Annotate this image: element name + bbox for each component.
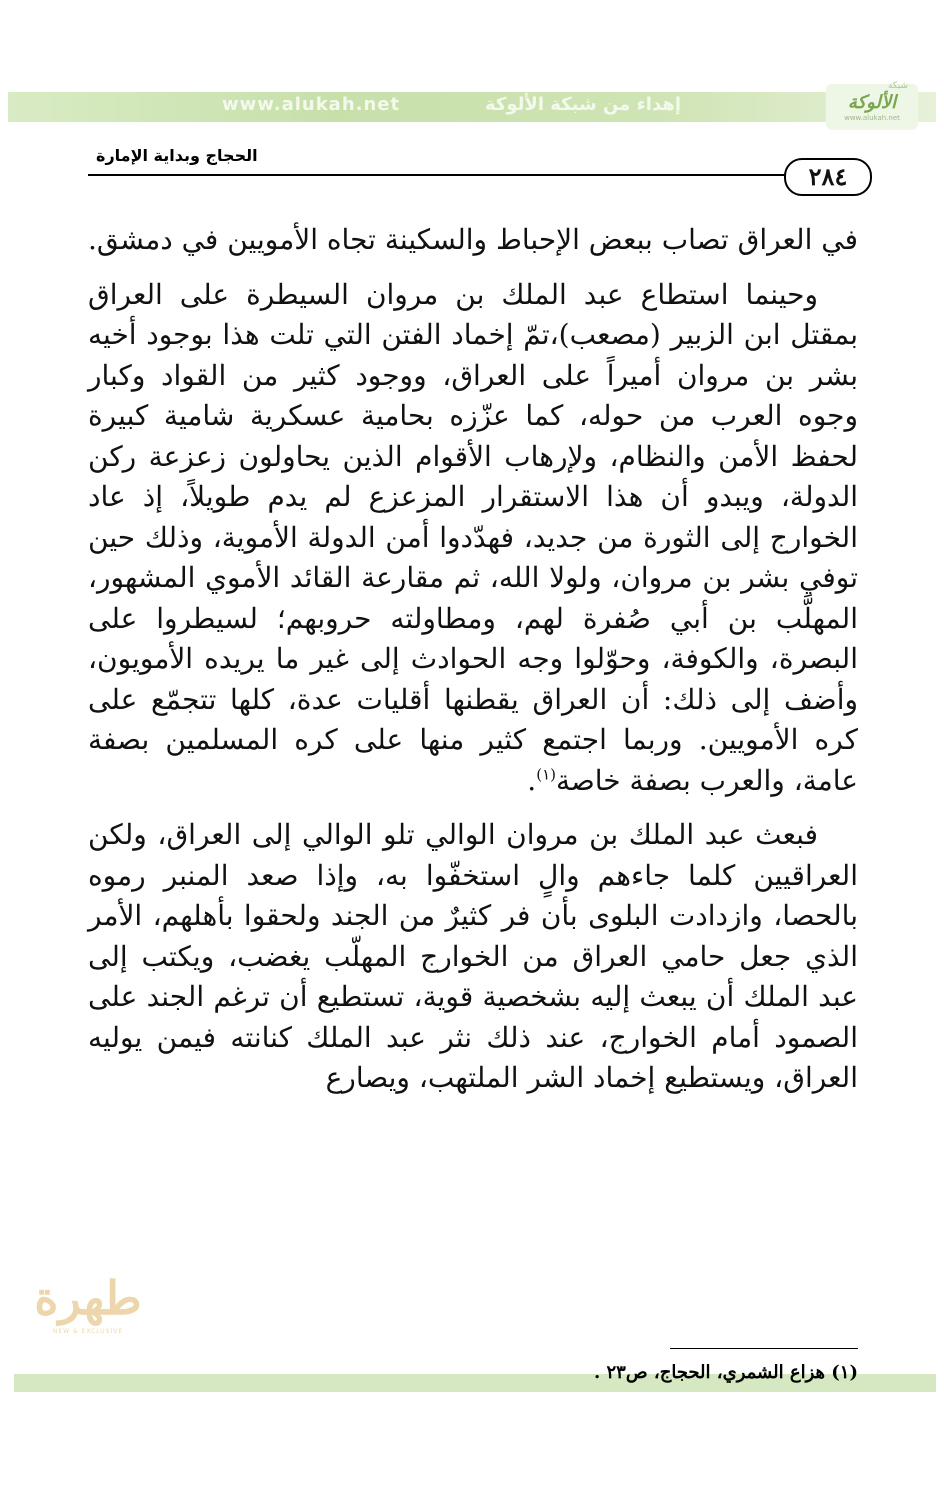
logo-sub-text: www.alukah.net: [844, 114, 900, 122]
paragraph-1: في العراق تصاب ببعض الإحباط والسكينة تجاه الأمويين في دمشق.: [88, 223, 858, 256]
body-text: [88, 220, 858, 1099]
banner-gift-text: إهداء من شبكة الألوكة: [485, 94, 681, 115]
watermark-logo: [30, 1268, 146, 1364]
paragraph-2-end: .: [527, 763, 537, 797]
logo-text: الألوكة: [847, 92, 897, 113]
running-header-title: الحجاج وبداية الإمارة: [96, 146, 258, 165]
footnote: (١) هزاع الشمري، الحجاج، ص٢٣ .: [593, 1362, 858, 1383]
paragraph-3: فبعث عبد الملك بن مروان الوالي تلو الوالي إلى العراق، ولكن العراقيين كلما جاءهم والٍ استخفّوا به، وإذا صعد المنبر رموه بالحصا، وازدادت البلوى بأن فر كثيرٌ من الجند ولحقوا بأهلهم، الأمر الذي جعل حامي العراق من الخوارج المهلّب يغضب، ويكتب إلى عبد الملك أن يبعث إليه بشخصية قوية، تستطيع أن ترغم الجند على الصمود أمام الخوارج، عند ذلك نثر عبد الملك كنانته فيمن يوليه العراق، ويستطيع إخماد الشر الملتهب، ويصارع: [88, 818, 858, 1094]
page-number: ٢٨٤: [784, 158, 872, 196]
footnote-separator: [670, 1348, 858, 1349]
logo-top-text: شبكة: [887, 81, 908, 91]
alukah-logo: [826, 81, 918, 130]
banner-url: www.alukah.net: [222, 94, 401, 115]
watermark-text: طهرة: [34, 1271, 142, 1325]
paragraph-2-text: وحينما استطاع عبد الملك بن مروان السيطرة على العراق بمقتل ابن الزبير (مصعب)،تمّ إخماد الفتن التي تلت هذا بوجود أخيه بشر بن مروان أميراً على العراق، ووجود كثير من القواد وكبار وجوه العرب من حوله، كما عزّزه بحامية عسكرية شامية كبيرة لحفظ الأمن والنظام، ولإرهاب الأقوام الذين يحاولون زعزعة ركن الدولة، ويبدو أن هذا الاستقرار المزعزع لم يدم طويلاً، إذ عاد الخوارج إلى الثورة من جديد، فهدّدوا أمن الدولة الأموية، وذلك حين توفي بشر بن مروان، ولولا الله، ثم مقارعة القائد الأموي المشهور، المهلَّب بن أبي صُفرة لهم، ومطاولته حروبهم؛ لسيطروا على البصرة، والكوفة، وحوّلوا وجه الحوادث إلى غير ما يريده الأمويون، وأضف إلى ذلك: أن العراق يقطنها أقليات عدة، كلها تتجمّع على كره الأمويين. وربما اجتمع كثير منها على كره المسلمين بصفة عامة، والعرب بصفة خاصة: [88, 277, 858, 797]
watermark-sub: NEW & EXCLUSIVE: [52, 1328, 124, 1335]
paragraph-2: [88, 275, 858, 802]
header-rule: [88, 174, 788, 176]
header-banner: [8, 92, 936, 122]
footnote-ref[interactable]: (١): [536, 765, 556, 784]
